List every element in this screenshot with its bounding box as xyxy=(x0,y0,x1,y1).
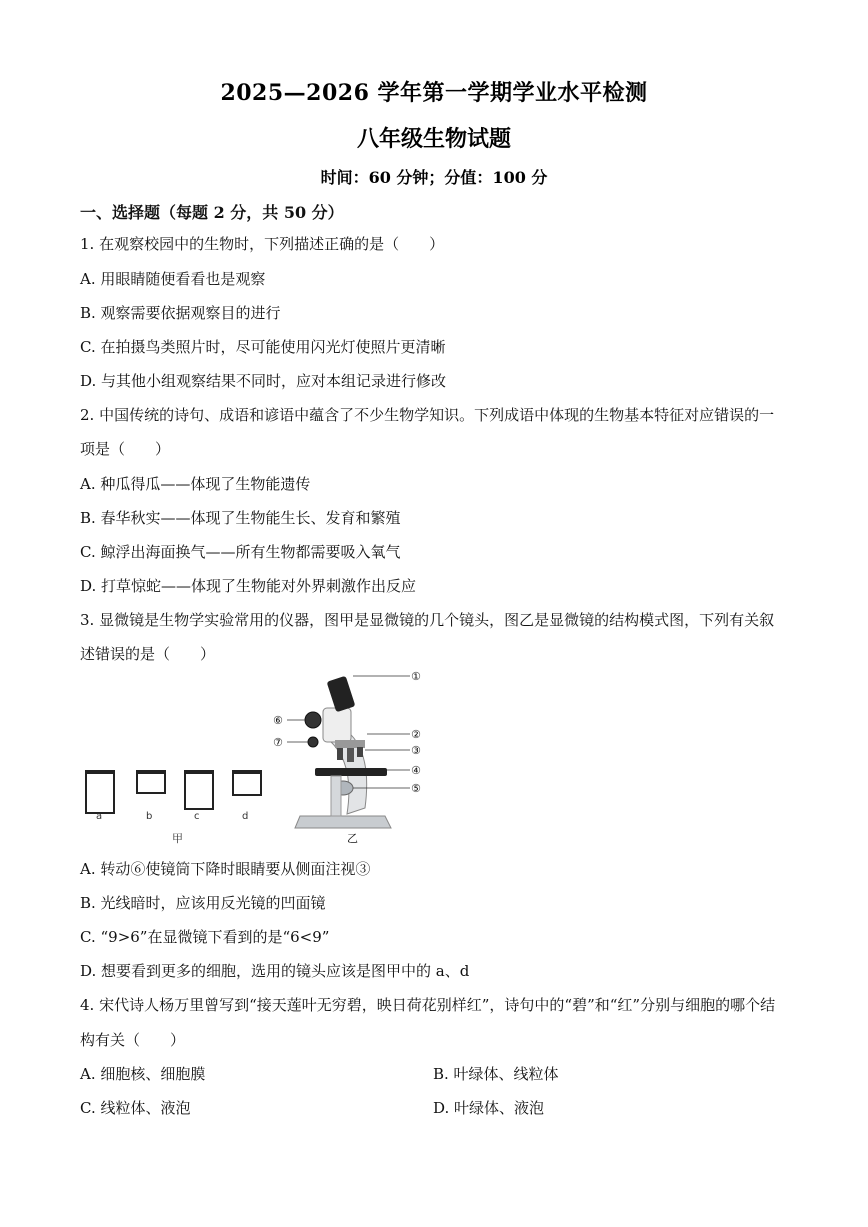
q4-option-d: D. 叶绿体、液泡 xyxy=(433,1099,545,1117)
callout-6: ⑥ xyxy=(273,714,283,727)
lens-b xyxy=(136,770,166,794)
q1-stem: 1. 在观察校园中的生物时，下列描述正确的是（ ） xyxy=(80,235,445,253)
q2-stem-line2: 项是（ ） xyxy=(80,440,171,458)
lens-label-d: d xyxy=(242,811,249,822)
q3-option-a: A. 转动⑥使镜筒下降时眼睛要从侧面注视③ xyxy=(80,860,371,878)
q1-option-a: A. 用眼睛随便看看也是观察 xyxy=(80,270,266,288)
lens-a xyxy=(85,770,115,814)
exam-subtitle: 八年级生物试题 xyxy=(356,126,511,152)
callout-4: ④ xyxy=(411,764,421,777)
q2-option-d: D. 打草惊蛇——体现了生物能对外界刺激作出反应 xyxy=(80,577,417,595)
caption-yi: 乙 xyxy=(347,832,358,845)
callout-2: ② xyxy=(411,728,421,741)
callout-7: ⑦ xyxy=(273,736,283,749)
lens-label-a: a xyxy=(96,811,103,822)
q4-stem-line2: 构有关（ ） xyxy=(80,1031,186,1049)
lens-label-c: c xyxy=(194,811,200,822)
q3-option-b: B. 光线暗时，应该用反光镜的凹面镜 xyxy=(80,894,326,912)
lens-label-b: b xyxy=(146,811,153,822)
exam-title: 2025—2026 学年第一学期学业水平检测 xyxy=(220,80,648,106)
q1-option-b: B. 观察需要依据观察目的进行 xyxy=(80,304,281,322)
q1-option-c: C. 在拍摄鸟类照片时，尽可能使用闪光灯使照片更清晰 xyxy=(80,338,446,356)
q2-option-b: B. 春华秋实——体现了生物能生长、发育和繁殖 xyxy=(80,509,401,527)
q3-option-c: C. “9>6”在显微镜下看到的是“6<9” xyxy=(80,928,330,946)
q2-stem-line1: 2. 中国传统的诗句、成语和谚语中蕴含了不少生物学知识。下列成语中体现的生物基本特征对应错误的一 xyxy=(80,406,775,424)
q4-stem-line1: 4. 宋代诗人杨万里曾写到“接天莲叶无穷碧，映日荷花别样红”，诗句中的“碧”和“红”分别与细胞的哪个结 xyxy=(80,996,776,1014)
lens-c xyxy=(184,770,214,810)
section-heading: 一、选择题（每题 2 分，共 50 分） xyxy=(80,203,344,222)
exam-meta: 时间：60 分钟；分值：100 分 xyxy=(320,168,548,187)
q4-option-b: B. 叶绿体、线粒体 xyxy=(433,1065,559,1083)
q3-stem-line2: 述错误的是（ ） xyxy=(80,645,216,663)
callout-1: ① xyxy=(411,670,421,683)
q1-option-d: D. 与其他小组观察结果不同时，应对本组记录进行修改 xyxy=(80,372,447,390)
q2-option-c: C. 鲸浮出海面换气——所有生物都需要吸入氧气 xyxy=(80,543,401,561)
q2-option-a: A. 种瓜得瓜——体现了生物能遗传 xyxy=(80,475,311,493)
q4-option-c: C. 线粒体、液泡 xyxy=(80,1099,191,1117)
caption-jia: 甲 xyxy=(172,832,183,845)
callout-3: ③ xyxy=(411,744,421,757)
callout-5: ⑤ xyxy=(411,782,421,795)
q3-option-d: D. 想要看到更多的细胞，选用的镜头应该是图甲中的 a、d xyxy=(80,962,470,980)
q4-option-a: A. 细胞核、细胞膜 xyxy=(80,1065,206,1083)
microscope-diagram xyxy=(265,668,460,850)
microscope-figure xyxy=(80,668,460,850)
q3-stem-line1: 3. 显微镜是生物学实验常用的仪器，图甲是显微镜的几个镜头，图乙是显微镜的结构模式图，下列有关叙 xyxy=(80,611,775,629)
lens-d xyxy=(232,770,262,796)
